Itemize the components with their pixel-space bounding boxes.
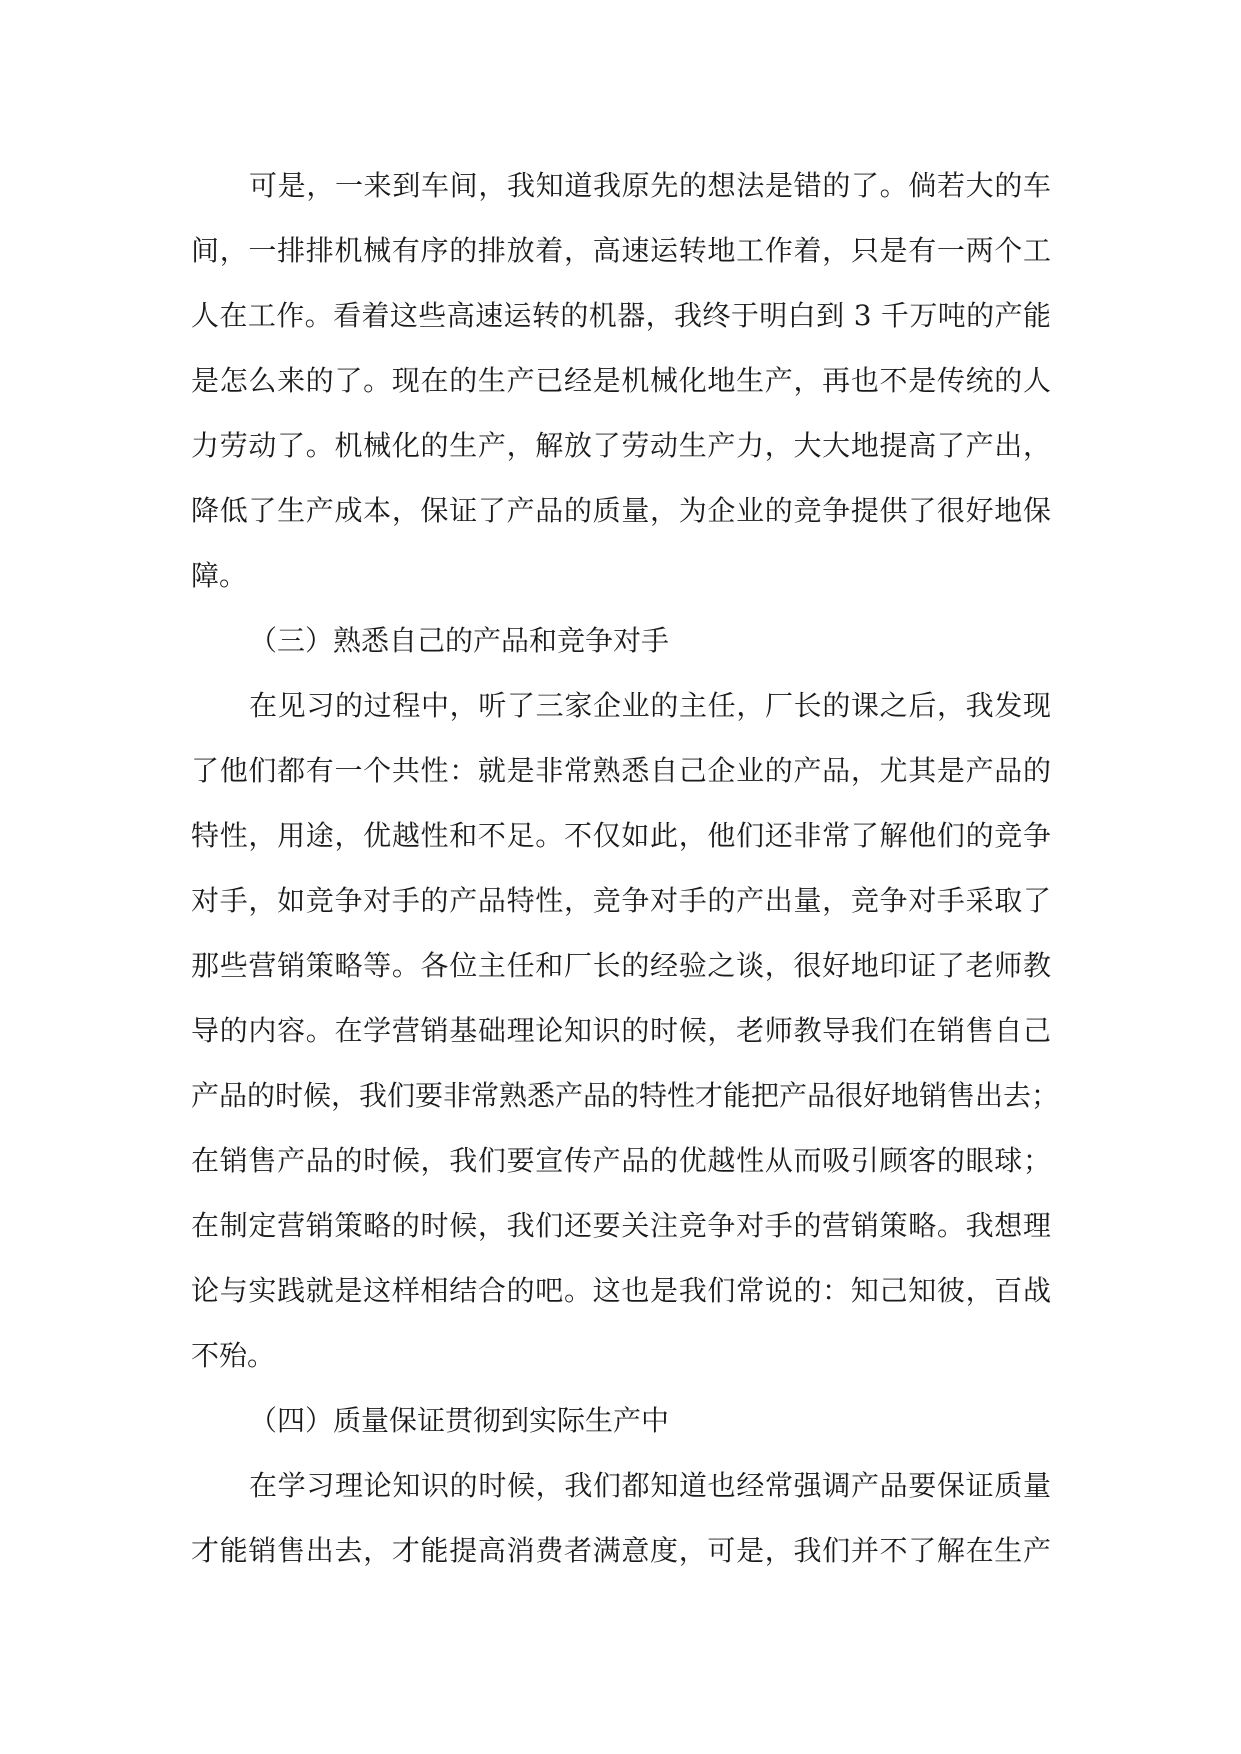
text-line: 力劳动了。机械化的生产，解放了劳动生产力，大大地提高了产出， bbox=[191, 429, 1051, 462]
text-line: 不殆。 bbox=[191, 1339, 276, 1372]
section-heading-4: （四）质量保证贯彻到实际生产中 bbox=[249, 1404, 670, 1437]
text-line: 在见习的过程中，听了三家企业的主任，厂长的课之后，我发现 bbox=[249, 689, 1051, 722]
paragraph-1 bbox=[191, 153, 1051, 608]
text-line: 间，一排排机械有序的排放着，高速运转地工作着，只是有一两个工 bbox=[191, 234, 1051, 267]
text-line: 是怎么来的了。现在的生产已经是机械化地生产，再也不是传统的人 bbox=[191, 364, 1051, 397]
text-line: 障。 bbox=[191, 559, 248, 592]
section-heading-3: （三）熟悉自己的产品和竞争对手 bbox=[249, 624, 670, 657]
document-page bbox=[191, 153, 1060, 1583]
text-line: 在销售产品的时候，我们要宣传产品的优越性从而吸引顾客的眼球； bbox=[191, 1144, 1051, 1177]
text-line: 可是，一来到车间，我知道我原先的想法是错的了。倘若大的车 bbox=[249, 169, 1051, 202]
text-line: 才能销售出去，才能提高消费者满意度，可是，我们并不了解在生产 bbox=[191, 1534, 1051, 1567]
text-line: 那些营销策略等。各位主任和厂长的经验之谈，很好地印证了老师教 bbox=[191, 949, 1051, 982]
text-line: 产品的时候，我们要非常熟悉产品的特性才能把产品很好地销售出去； bbox=[191, 1079, 1060, 1112]
text-line: 在制定营销策略的时候，我们还要关注竞争对手的营销策略。我想理 bbox=[191, 1209, 1051, 1242]
text-line: 导的内容。在学营销基础理论知识的时候，老师教导我们在销售自己 bbox=[191, 1014, 1051, 1047]
text-line: 论与实践就是这样相结合的吧。这也是我们常说的：知己知彼，百战 bbox=[191, 1274, 1051, 1307]
paragraph-3 bbox=[191, 1453, 1051, 1583]
text-line: 对手，如竞争对手的产品特性，竞争对手的产出量，竞争对手采取了 bbox=[191, 884, 1051, 917]
paragraph-2 bbox=[191, 673, 1060, 1388]
text-line: 人在工作。看着这些高速运转的机器，我终于明白到 3 千万吨的产能 bbox=[191, 299, 1051, 332]
text-line: 降低了生产成本，保证了产品的质量，为企业的竞争提供了很好地保 bbox=[191, 494, 1051, 527]
text-line: 特性，用途，优越性和不足。不仅如此，他们还非常了解他们的竞争 bbox=[191, 819, 1051, 852]
text-line: 了他们都有一个共性：就是非常熟悉自己企业的产品，尤其是产品的 bbox=[191, 754, 1051, 787]
text-line: 在学习理论知识的时候，我们都知道也经常强调产品要保证质量 bbox=[249, 1469, 1051, 1502]
